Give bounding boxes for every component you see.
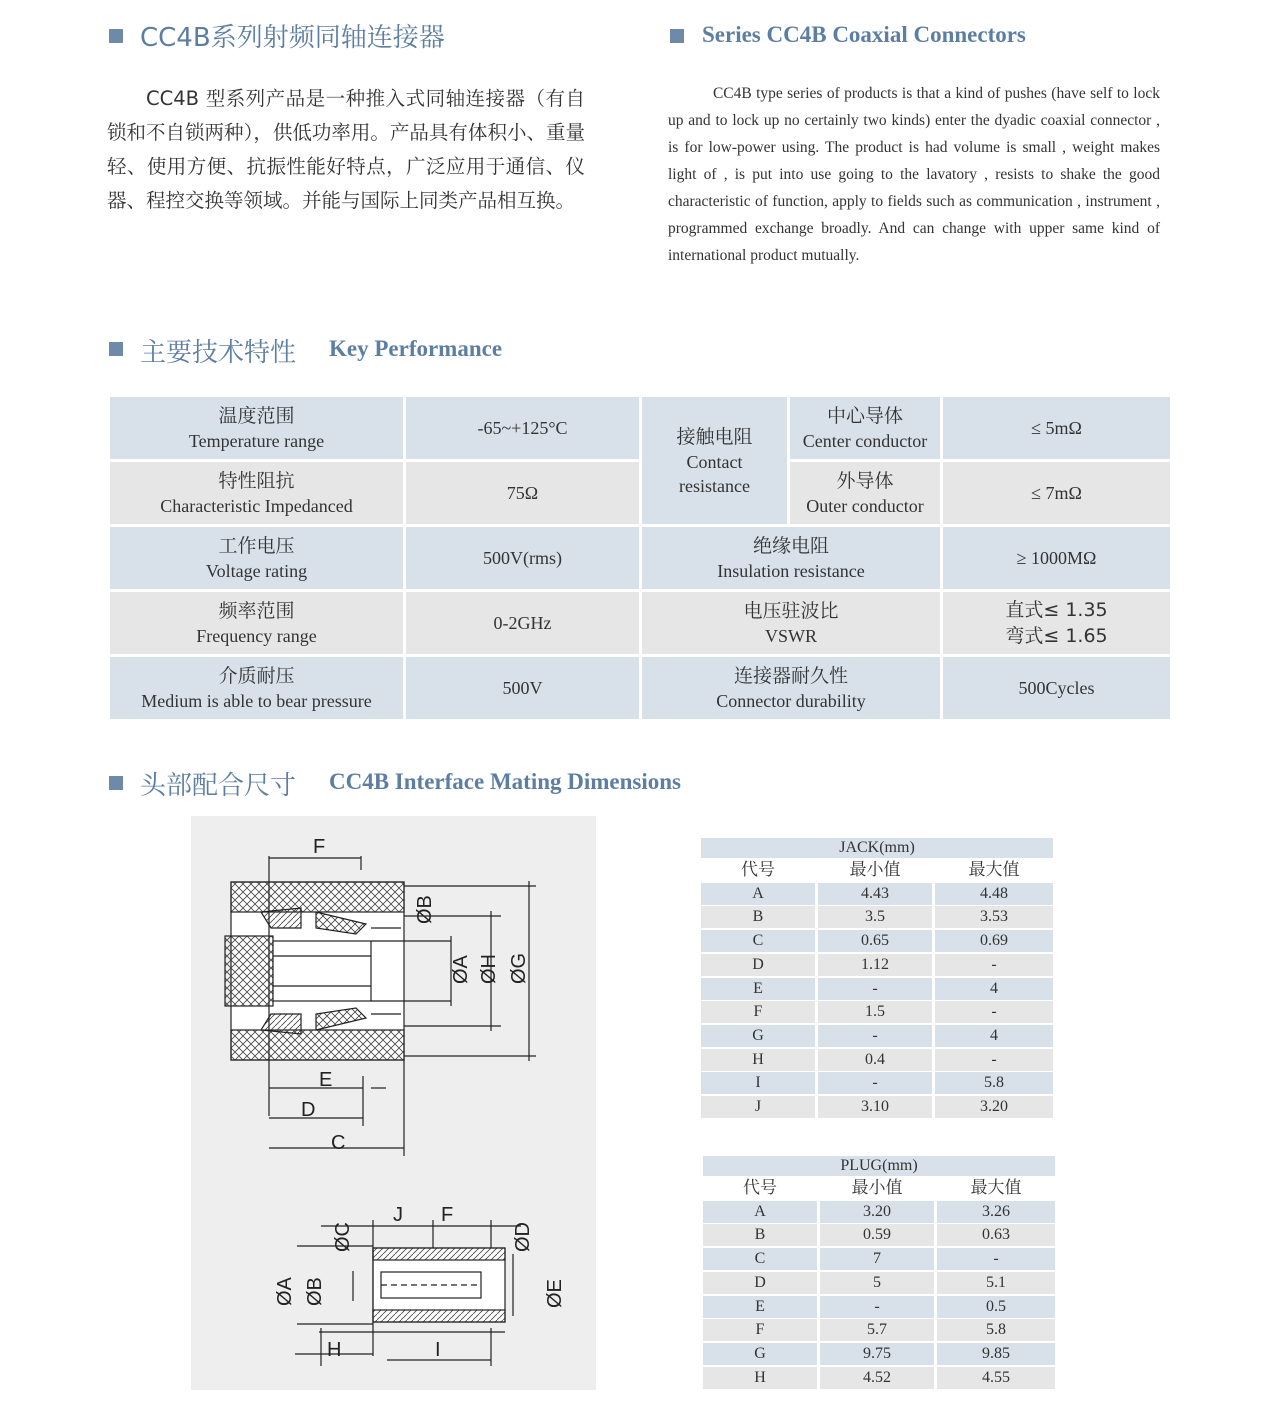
table-cell: B	[703, 1224, 817, 1246]
impedance-label-cell: 特性阻抗 Characteristic Impedanced	[110, 462, 403, 524]
table-row	[703, 1201, 1055, 1223]
jack-table-title: JACK(mm)	[701, 838, 1053, 858]
table-cell: 7	[820, 1248, 934, 1270]
insulation-label-cell: 绝缘电阻 Insulation resistance	[642, 527, 940, 589]
table-header-row	[703, 1177, 1055, 1199]
jack-label-ob: ØB	[414, 895, 436, 924]
jack-label-d: D	[301, 1099, 316, 1121]
plug-label-oa: ØA	[274, 1277, 296, 1306]
table-cell: -	[935, 954, 1053, 976]
temp-label-cell: 温度范围 Temperature range	[110, 397, 403, 459]
vswr-label-cell: 电压驻波比 VSWR	[642, 592, 940, 654]
frequency-label-cell: 频率范围 Frequency range	[110, 592, 403, 654]
table-header-cell: 最大值	[935, 859, 1053, 881]
table-cell: -	[818, 1072, 932, 1094]
table-cell: -	[937, 1248, 1055, 1270]
table-cell: -	[818, 1025, 932, 1047]
table-row	[703, 1272, 1055, 1294]
plug-label-ob: ØB	[304, 1277, 326, 1306]
center-value-cell: ≤ 5mΩ	[943, 397, 1170, 459]
table-cell: 4	[935, 978, 1053, 1000]
table-cell: B	[701, 906, 815, 928]
vswr-value-cell: 直式≤ 1.35 弯式≤ 1.65	[943, 592, 1170, 654]
contact-resistance-cell: 接触电阻 Contact resistance	[642, 397, 787, 524]
table-cell: A	[701, 883, 815, 905]
voltage-label-cell: 工作电压 Voltage rating	[110, 527, 403, 589]
table-cell: G	[703, 1343, 817, 1365]
table-header-cell: 代号	[701, 859, 815, 881]
insulation-value-cell: ≥ 1000MΩ	[943, 527, 1170, 589]
section1-title-en: Series CC4B Coaxial Connectors	[702, 22, 1026, 47]
table-row	[701, 906, 1053, 928]
table-cell: 4.52	[820, 1367, 934, 1389]
impedance-value-cell: 75Ω	[406, 462, 639, 524]
table-cell: I	[701, 1072, 815, 1094]
plug-label-i: I	[435, 1339, 441, 1361]
table-cell: 5	[820, 1272, 934, 1294]
table-row	[701, 1049, 1053, 1071]
table-row	[701, 978, 1053, 1000]
voltage-value-cell: 500V(rms)	[406, 527, 639, 589]
jack-drawing	[225, 856, 536, 1156]
plug-label-od: ØD	[512, 1222, 534, 1252]
table-header-cell: 最小值	[820, 1177, 934, 1199]
table-row	[703, 1224, 1055, 1246]
table-cell: 0.65	[818, 930, 932, 952]
intro-en: CC4B type series of products is that a kind of pushes (have self to lock up and to lock up no certainly two kinds) enter the dyadic coaxial connector , is for low-power using. The product is had volume is small , weight makes light of , is put into use going to the lavatory , resists to shake the good characteristic of function, apply to fields such as communication , instrument , programmed exchange broadly. And can change with upper same kind of international product mutually.	[668, 85, 1160, 264]
table-cell: F	[701, 1001, 815, 1023]
table-cell: 1.5	[818, 1001, 932, 1023]
intro-cn: CC4B 型系列产品是一种推入式同轴连接器（有自锁和不自锁两种），供低功率用。产品具有体积小、重量轻、使用方便、抗振性能好特点，广泛应用于通信、仪器、程控交换等领域。并能与国际上同类产品相互换。	[107, 87, 585, 212]
section-marker	[109, 776, 123, 790]
table-cell: G	[701, 1025, 815, 1047]
table-cell: 5.1	[937, 1272, 1055, 1294]
table-cell: H	[703, 1367, 817, 1389]
section1-title-cn: CC4B系列射频同轴连接器	[140, 23, 445, 53]
table-row	[701, 1096, 1053, 1118]
section3-title-en: CC4B Interface Mating Dimensions	[329, 769, 681, 794]
table-cell: 5.8	[935, 1072, 1053, 1094]
table-cell: 1.12	[818, 954, 932, 976]
table-row	[703, 1367, 1055, 1389]
table-row	[703, 1343, 1055, 1365]
table-cell: H	[701, 1049, 815, 1071]
plug-table-title: PLUG(mm)	[703, 1156, 1055, 1176]
table-cell: 5.7	[820, 1319, 934, 1341]
section3-title-cn: 头部配合尺寸	[140, 771, 297, 801]
medium-value-cell: 500V	[406, 657, 639, 719]
jack-label-oa: ØA	[450, 955, 472, 984]
table-cell: -	[935, 1001, 1053, 1023]
table-cell: -	[820, 1296, 934, 1318]
table-row	[703, 1319, 1055, 1341]
table-cell: C	[701, 930, 815, 952]
table-header-cell: 最大值	[937, 1177, 1055, 1199]
table-header-cell: 最小值	[818, 859, 932, 881]
table-cell: 3.26	[937, 1201, 1055, 1223]
outer-value-cell: ≤ 7mΩ	[943, 462, 1170, 524]
jack-label-e: E	[319, 1069, 333, 1091]
table-cell: 5.8	[937, 1319, 1055, 1341]
center-conductor-cell: 中心导体 Center conductor	[790, 397, 940, 459]
section-marker	[109, 29, 123, 43]
section-marker	[670, 29, 684, 43]
outer-conductor-cell: 外导体 Outer conductor	[790, 462, 940, 524]
plug-label-j: J	[393, 1204, 403, 1226]
table-row	[701, 1025, 1053, 1047]
jack-label-f: F	[313, 836, 326, 858]
table-cell: C	[703, 1248, 817, 1270]
table-row	[703, 1248, 1055, 1270]
durability-label-cell: 连接器耐久性 Connector durability	[642, 657, 940, 719]
table-cell: 3.20	[935, 1096, 1053, 1118]
table-cell: 0.59	[820, 1224, 934, 1246]
table-cell: 9.75	[820, 1343, 934, 1365]
table-cell: 9.85	[937, 1343, 1055, 1365]
table-cell: 4	[935, 1025, 1053, 1047]
plug-table	[703, 1156, 1055, 1390]
table-cell: 4.48	[935, 883, 1053, 905]
table-cell: 3.10	[818, 1096, 932, 1118]
table-cell: 0.5	[937, 1296, 1055, 1318]
section-marker	[109, 342, 123, 356]
jack-table	[701, 838, 1053, 1118]
table-cell: 0.69	[935, 930, 1053, 952]
table-row	[701, 1072, 1053, 1094]
interface-drawing	[191, 816, 596, 1390]
table-header-row	[701, 859, 1053, 881]
table-cell: 3.20	[820, 1201, 934, 1223]
table-cell: E	[703, 1296, 817, 1318]
plug-label-oc: ØC	[332, 1222, 354, 1252]
table-row	[701, 883, 1053, 905]
section2-title-cn: 主要技术特性	[140, 338, 297, 368]
jack-label-og: ØG	[508, 952, 530, 984]
jack-label-oh: ØH	[478, 954, 500, 984]
table-row	[703, 1296, 1055, 1318]
plug-label-f: F	[441, 1204, 454, 1226]
table-cell: 4.55	[937, 1367, 1055, 1389]
table-cell: 3.5	[818, 906, 932, 928]
table-cell: 4.43	[818, 883, 932, 905]
table-row	[701, 930, 1053, 952]
section2-title-en: Key Performance	[329, 336, 503, 361]
table-cell: J	[701, 1096, 815, 1118]
table-cell: A	[703, 1201, 817, 1223]
jack-label-c: C	[331, 1132, 346, 1154]
table-cell: E	[701, 978, 815, 1000]
table-cell: -	[935, 1049, 1053, 1071]
durability-value-cell: 500Cycles	[943, 657, 1170, 719]
plug-label-oe: ØE	[544, 1279, 566, 1308]
table-row	[701, 1001, 1053, 1023]
table-cell: -	[818, 978, 932, 1000]
jack-plug-drawing-svg	[191, 816, 596, 1390]
table-cell: 0.4	[818, 1049, 932, 1071]
table-cell: F	[703, 1319, 817, 1341]
medium-label-cell: 介质耐压 Medium is able to bear pressure	[110, 657, 403, 719]
frequency-value-cell: 0-2GHz	[406, 592, 639, 654]
plug-label-h: H	[327, 1339, 342, 1361]
table-row	[701, 954, 1053, 976]
temp-value-cell: -65~+125°C	[406, 397, 639, 459]
table-cell: D	[703, 1272, 817, 1294]
table-cell: 3.53	[935, 906, 1053, 928]
table-header-cell: 代号	[703, 1177, 817, 1199]
table-cell: 0.63	[937, 1224, 1055, 1246]
table-cell: D	[701, 954, 815, 976]
